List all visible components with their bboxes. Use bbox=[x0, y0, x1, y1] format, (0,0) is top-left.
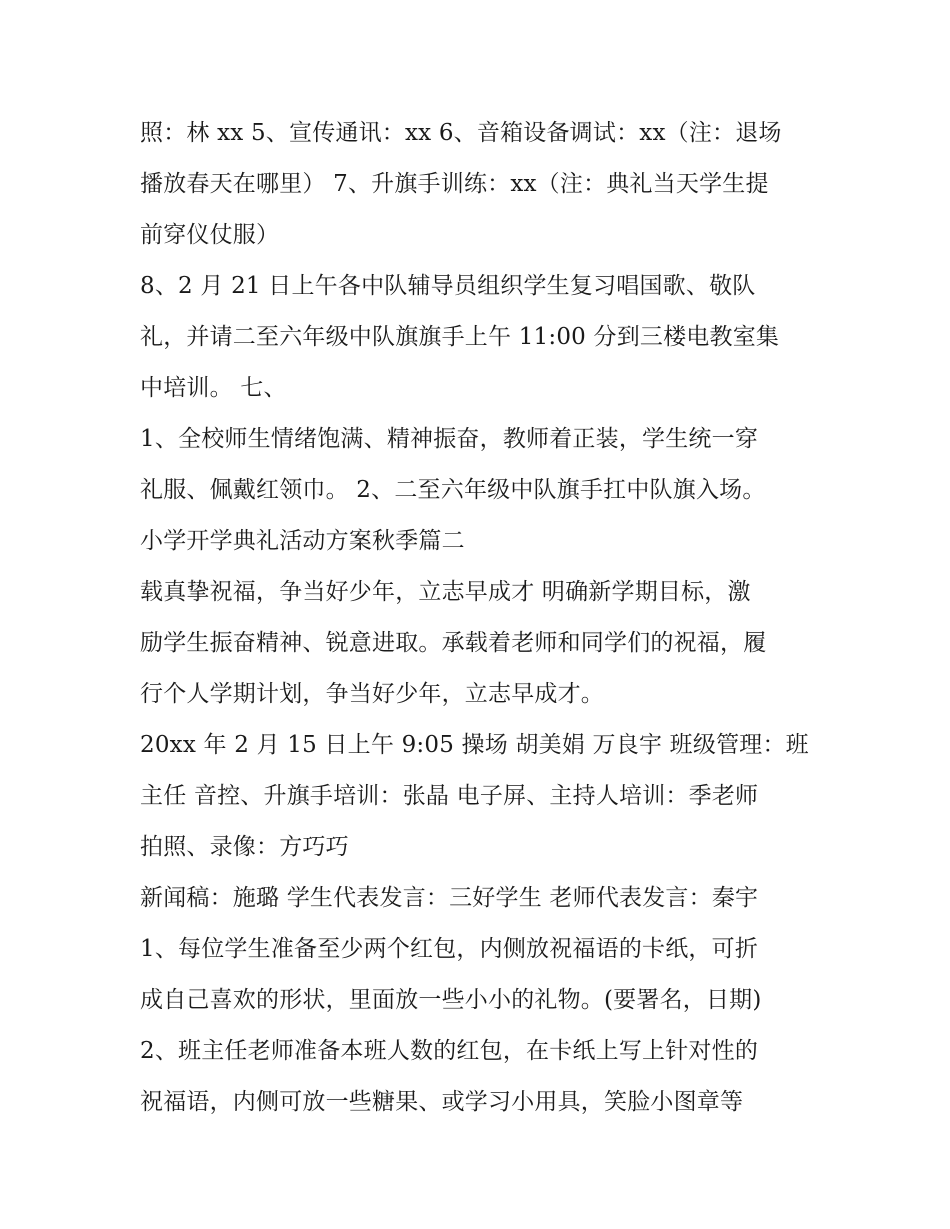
text-line: 中培训。 七、 bbox=[140, 375, 287, 401]
text-line: 拍照、录像：方巧巧 bbox=[140, 834, 349, 860]
text-line: 照：林 xx 5、宣传通讯：xx 6、音箱设备调试：xx（注：退场 bbox=[140, 120, 782, 146]
text-line: 成自己喜欢的形状，里面放一些小小的礼物。(要署名，日期) bbox=[140, 987, 762, 1013]
text-line: 礼，并请二至六年级中队旗旗手上午 11:00 分到三楼电教室集 bbox=[140, 324, 780, 350]
text-line: 2、班主任老师准备本班人数的红包，在卡纸上写上针对性的 bbox=[140, 1038, 759, 1064]
text-line: 新闻稿：施璐 学生代表发言：三好学生 老师代表发言：秦宇 bbox=[140, 885, 759, 911]
text-line: 主任 音控、升旗手培训：张晶 电子屏、主持人培训：季老师 bbox=[140, 783, 759, 809]
text-line: 1、每位学生准备至少两个红包，内侧放祝福语的卡纸，可折 bbox=[140, 936, 759, 962]
text-line: 1、全校师生情绪饱满、精神振奋，教师着正装，学生统一穿 bbox=[140, 426, 759, 452]
text-line: 载真挚祝福，争当好少年，立志早成才 明确新学期目标，激 bbox=[140, 579, 751, 605]
text-line: 20xx 年 2 月 15 日上午 9:05 操场 胡美娟 万良宇 班级管理：班 bbox=[140, 732, 809, 758]
text-line: 8、2 月 21 日上午各中队辅导员组织学生复习唱国歌、敬队 bbox=[140, 273, 756, 299]
document-body bbox=[140, 108, 830, 1128]
text-line: 前穿仪仗服） bbox=[140, 222, 280, 248]
text-line: 礼服、佩戴红领巾。 2、二至六年级中队旗手扛中队旗入场。 bbox=[140, 477, 766, 503]
text-line: 播放春天在哪里） 7、升旗手训练：xx（注：典礼当天学生提 bbox=[140, 171, 769, 197]
text-line: 行个人学期计划，争当好少年，立志早成才。 bbox=[140, 681, 604, 707]
section-heading: 小学开学典礼活动方案秋季篇二 bbox=[140, 528, 465, 554]
text-line: 励学生振奋精神、锐意进取。承载着老师和同学们的祝福，履 bbox=[140, 630, 767, 656]
text-line: 祝福语，内侧可放一些糖果、或学习小用具，笑脸小图章等 bbox=[140, 1089, 744, 1115]
